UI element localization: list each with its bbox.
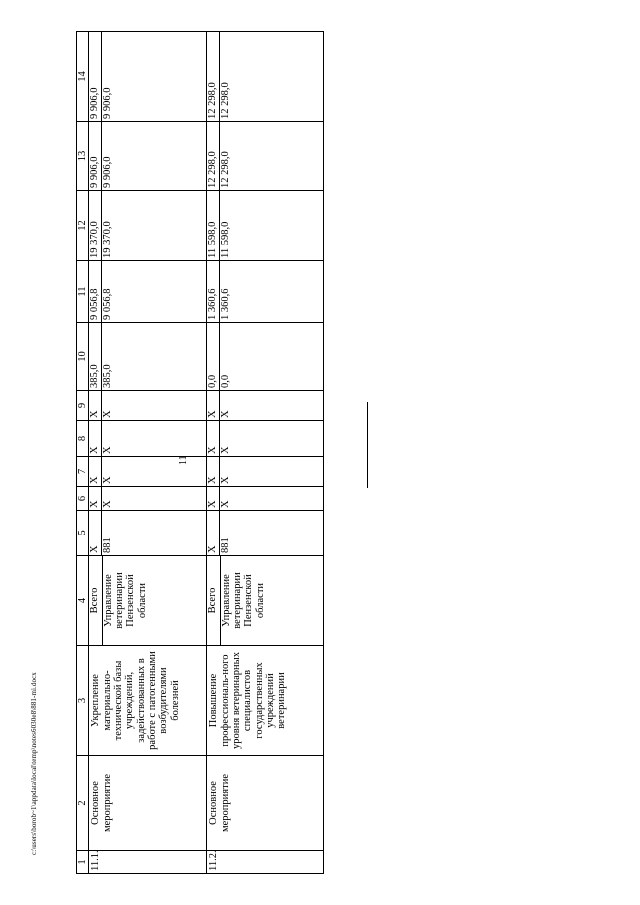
col-header-12: 12: [77, 191, 89, 261]
measure-type: Основное мероприятие: [89, 756, 207, 851]
col-header-3: 3: [77, 646, 89, 756]
table-row-11-1: [89, 32, 207, 874]
row-number: 11.1.: [89, 851, 207, 874]
col6-cell: X X: [207, 487, 324, 511]
page-number: 11: [178, 455, 189, 465]
col10-cell: 385,0 385,0: [89, 323, 207, 391]
col7-cell: X X: [207, 457, 324, 487]
col10-cell: 0,0 0,0: [207, 323, 324, 391]
program-measures-table: [76, 31, 324, 874]
col7-cell: X X: [89, 457, 207, 487]
measure-name: Укрепление материально-технической базы учреждений, задействованных в работе с патогенными возбудителями болезней: [89, 646, 207, 756]
col5-cell: X 881: [207, 511, 324, 556]
col-header-1: 1: [77, 851, 89, 874]
col-header-4: 4: [77, 556, 89, 646]
col9-cell: X X: [89, 391, 207, 421]
col12-cell: 19 370,0 19 370,0: [89, 191, 207, 261]
executor-cell: [207, 556, 324, 646]
col12-cell: 11 598,0 11 598,0: [207, 191, 324, 261]
executor-total: Всего: [89, 556, 102, 645]
col-header-2: 2: [77, 756, 89, 851]
col-header-6: 6: [77, 487, 89, 511]
col14-cell: 9 906,0 9 906,0: [89, 32, 207, 122]
footer-file-path: c:\users\borob~1\appdata\local\temp\notes6030e8\881-mi.docx: [30, 672, 38, 855]
executor-org: Управление ветеринарии Пензенской области: [220, 572, 266, 629]
measure-name: Повышение профессиональ-ного уровня ветеринарных специалистов государственных учреждений ветеринарии: [207, 646, 324, 756]
col9-cell: X X: [207, 391, 324, 421]
col14-cell: 12 298,0 12 298,0: [207, 32, 324, 122]
col13-cell: 12 298,0 12 298,0: [207, 122, 324, 191]
col6-cell: X X: [89, 487, 207, 511]
col13-cell: 9 906,0 9 906,0: [89, 122, 207, 191]
col-header-14: 14: [77, 32, 89, 122]
measure-type: Основное мероприятие: [207, 756, 324, 851]
col-header-9: 9: [77, 391, 89, 421]
col8-cell: X X: [89, 421, 207, 457]
col11-cell: 9 056,8 9 056,8: [89, 261, 207, 323]
table-row-11-2: [207, 32, 324, 874]
executor-cell: [89, 556, 207, 646]
col-header-5: 5: [77, 511, 89, 556]
row-number: 11.2.: [207, 851, 324, 874]
executor-org: Управление ветеринарии Пензенской области: [102, 572, 148, 629]
col-header-8: 8: [77, 421, 89, 457]
col11-cell: 1 360,6 1 360,6: [207, 261, 324, 323]
col-header-13: 13: [77, 122, 89, 191]
separator-line: [367, 402, 368, 488]
col-header-11: 11: [77, 261, 89, 323]
column-number-row: [77, 32, 89, 874]
col8-cell: X X: [207, 421, 324, 457]
col-header-10: 10: [77, 323, 89, 391]
col5-cell: X 881: [89, 511, 207, 556]
executor-total: Всего: [207, 556, 220, 645]
col-header-7: 7: [77, 457, 89, 487]
